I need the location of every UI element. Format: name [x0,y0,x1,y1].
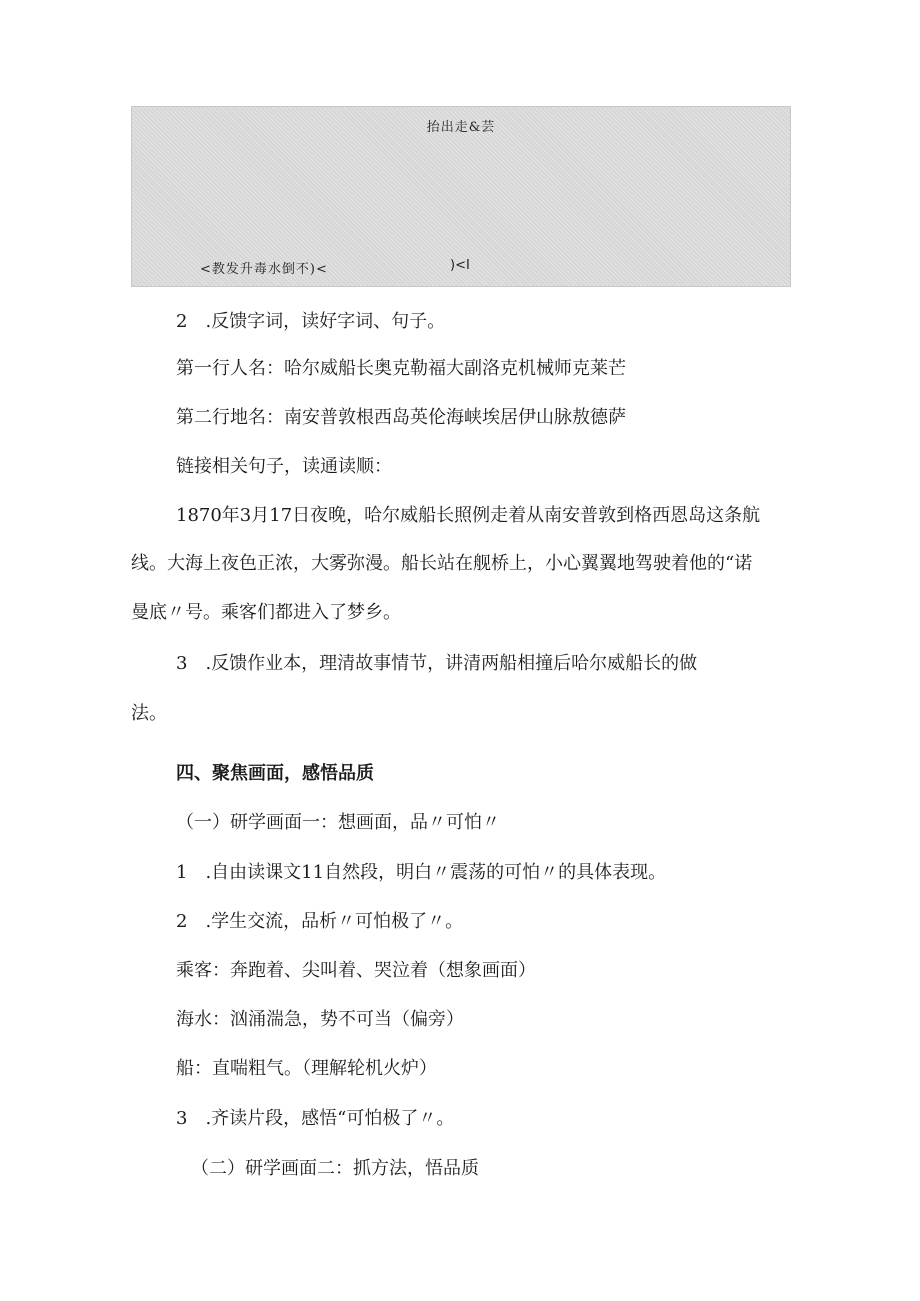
link-sentences-instruction: 链接相关句子，读通读顺： [176,456,392,477]
step-2-feedback-words: 2 .反馈字词，读好字词、句子。 [176,311,446,332]
passage-line-1: 1870年3月17日夜晚，哈尔威船长照例走着从南安普敦到格西恩岛这条航 [176,505,761,526]
ship-line: 船：直喘粗气。（理解轮机火炉） [176,1058,437,1079]
first-row-names: 第一行人名：哈尔威船长奥克勒福大副洛克机械师克莱芒 [176,358,626,379]
banner-caption: <教发升毒水倒不)< [200,262,328,277]
subsection-2-title: （二）研学画面二：抓方法，悟品质 [191,1158,479,1179]
header-image-banner [131,106,791,287]
seawater-line: 海水：汹涌湍急，势不可当（偏旁） [176,1009,464,1030]
step-3-feedback-workbook: 3 .反馈作业本，理清故事情节，讲清两船相撞后哈尔威船长的做 [176,653,698,674]
passage-line-2: 线。大海上夜色正浓，大雾弥漫。船长站在舰桥上，小心翼翼地驾驶着他的“诺 [131,553,753,574]
item-1-free-reading: 1 .自由读课文11自然段，明白〃震荡的可怕〃的具体表现。 [176,862,667,883]
section-4-heading: 四、聚焦画面，感悟品质 [176,763,374,784]
step-3-continuation: 法。 [131,703,167,724]
second-row-places: 第二行地名：南安普敦根西岛英伦海峡埃居伊山脉敖德萨 [176,407,626,428]
item-2-student-discussion: 2 .学生交流，品析〃可怕极了〃。 [176,911,464,932]
passengers-line: 乘客：奔跑着、尖叫着、哭泣着（想象画面） [176,960,536,981]
subsection-1-title: （一）研学画面一：想画面，品〃可怕〃 [176,812,500,833]
banner-title: 抬出走&芸 [426,120,496,135]
banner-mark: )<I [450,258,470,273]
passage-line-3: 曼底〃号。乘客们都进入了梦乡。 [131,602,401,623]
item-3-read-together: 3 .齐读片段，感悟“可怕极了〃。 [176,1108,455,1129]
